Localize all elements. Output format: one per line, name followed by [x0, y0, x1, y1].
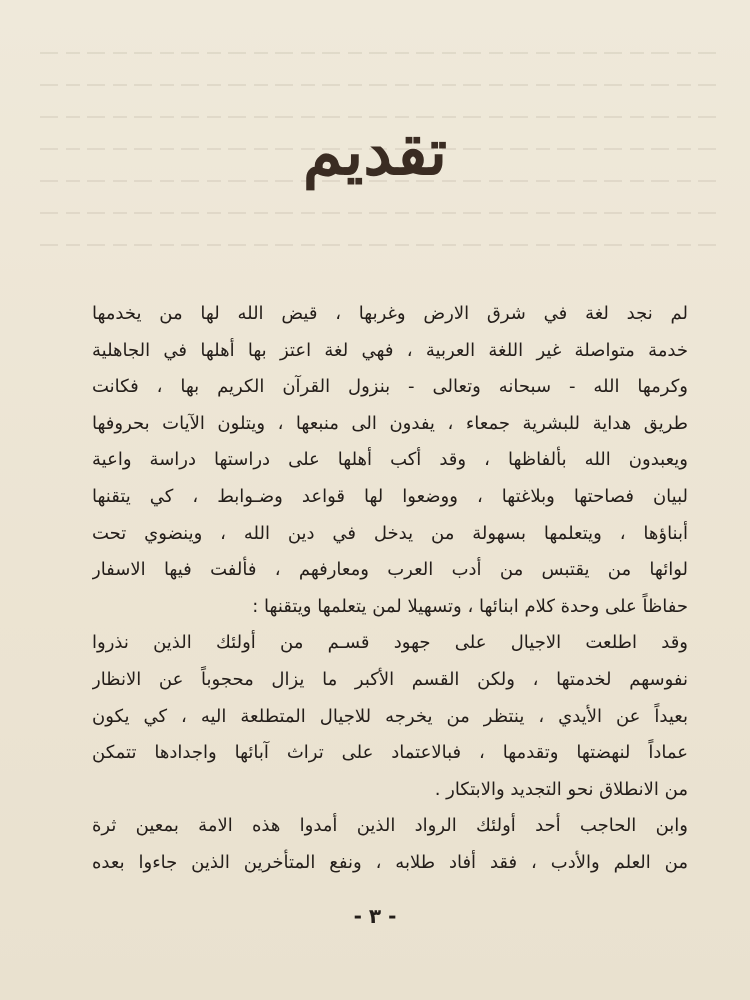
- text-line: لبيان فصاحتها وبلاغتها ، ووضعوا لها قواعد وضـوابط ، كي يتقنها: [92, 485, 688, 507]
- text-line: لم نجد لغة في شرق الارض وغربها ، قيض الله لها من يخدمها: [92, 303, 688, 324]
- text-line: خدمة متواصلة غير اللغة العربية ، فهي لغة اعتز بها أهلها في الجاهلية: [92, 339, 688, 361]
- show-through-line: [40, 212, 720, 214]
- text-line: وكرمها الله - سبحانه وتعالى - بنزول القرآن الكريم بها ، فكانت: [92, 376, 688, 398]
- text-line: أبناؤها ، ويتعلمها بسهولة من يدخل في دين الله ، وينضوي تحت: [92, 522, 688, 544]
- text-line: من الانطلاق نحو التجديد والابتكار .: [434, 778, 688, 800]
- show-through-line: [40, 52, 720, 54]
- text-line: من العلم والأدب ، فقد أفاد طلابه ، ونفع المتأخرين الذين جاءوا بعده: [92, 851, 688, 873]
- show-through-line: [40, 244, 720, 246]
- text-line: وقد اطلعت الاجيال على جهود قسـم من أولئك الذين نذروا: [92, 632, 688, 654]
- text-line: نفوسهم لخدمتها ، ولكن القسم الأكبر ما يزال محجوباً عن الانظار: [92, 668, 688, 690]
- page-title: تقديم: [302, 115, 448, 190]
- text-line: حفاظاً على وحدة كلام ابنائها ، وتسهيلا لمن يتعلمها ويتقنها :: [252, 595, 688, 617]
- text-line: ويعبدون الله بألفاظها ، وقد أكب أهلها على دراستها دراسة واعية: [92, 449, 688, 471]
- text-line: لوائها من يقتبس من أدب العرب ومعارفهم ، فألفت فيها الاسفار: [92, 559, 688, 581]
- body-text: [92, 296, 688, 882]
- text-line: بعيداً عن الأيدي ، ينتظر من يخرجه للاجيال المتطلعة اليه ، كي يكون: [92, 705, 688, 727]
- page-number: - ٣ -: [353, 904, 397, 928]
- text-line: وابن الحاجب أحد أولئك الرواد الذين أمدوا هذه الامة بمعين ثرة: [92, 815, 688, 837]
- show-through-line: [40, 84, 720, 86]
- text-line: عماداً لنهضتها وتقدمها ، فبالاعتماد على تراث آبائها واجدادها تتمكن: [92, 742, 688, 764]
- text-line: طريق هداية للبشرية جمعاء ، يفدون الى منبعها ، ويتلون الآيات بحروفها: [92, 412, 688, 434]
